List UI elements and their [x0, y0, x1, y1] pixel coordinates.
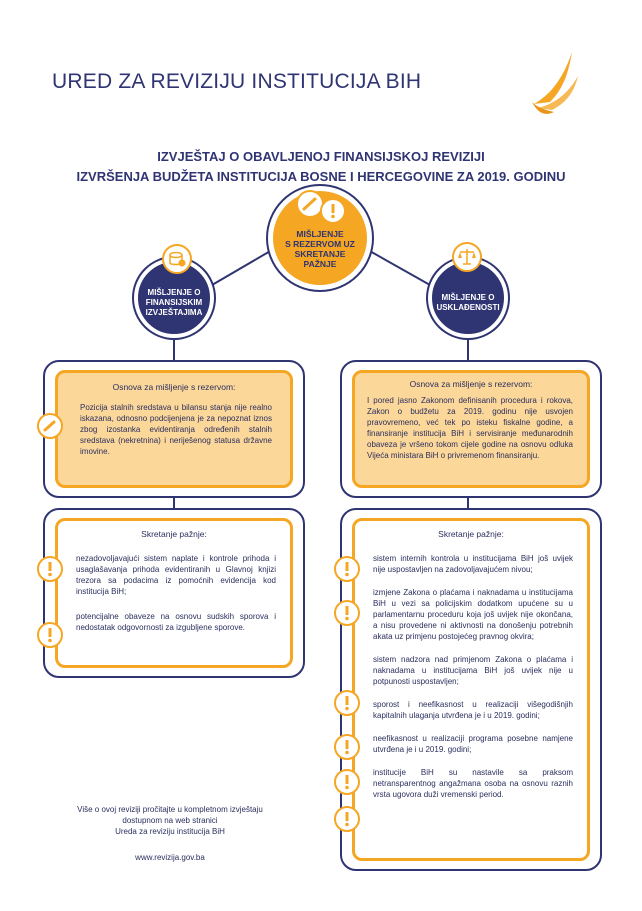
exclamation-icon [334, 600, 360, 626]
footer-line2: dostupnom na web stranici [122, 816, 218, 825]
footer-line1: Više o ovoj reviziji pročitajte u kompletnom izvještaju [77, 805, 263, 814]
left-basis-text: Pozicija stalnih sredstava u bilansu stanja nije realno iskazana, odnosno podcijenjena je za nepoznat iznos zbog izostanka evidentiranja određenih stalnih sredstava (nekretnina) i neriješenog statusa državne imovine. [80, 403, 272, 456]
opinion-compliance-line1: MIŠLJENJE O [441, 293, 495, 302]
right-basis-text: I pored jasno Zakonom definisanih procedura i rokova, Zakon o budžetu za 2019. godinu nije usvojen pravovremeno, već tek po isteku fiskalne godine, a finansiranje institucija BiH i servisiranje međunarodnih obaveza je vršeno tokom cijele godine na osnovu odluka Vijeća ministara BiH o privremenom finansiranju. [367, 396, 573, 460]
organization-title: URED ZA REVIZIJU INSTITUCIJA BIH [52, 70, 422, 93]
coins-icon [162, 244, 192, 274]
right-emphasis-title: Skretanje pažnje: [438, 529, 504, 539]
right-basis-box [352, 370, 590, 488]
right-basis-panel [340, 360, 602, 498]
exclamation-icon [320, 198, 346, 224]
left-emphasis-title: Skretanje pažnje: [141, 529, 207, 539]
exclamation-icon [37, 556, 63, 582]
left-basis-title: Osnova za mišljenje s rezervom: [112, 382, 236, 392]
footer-line3: Ureda za reviziju institucija BiH [115, 827, 225, 836]
scales-icon [452, 242, 482, 272]
pencil-icon [37, 413, 63, 439]
right-emphasis-item-2: izmjene Zakona o plaćama i naknadama u institucijama BiH u vezi sa policijskim dodatkom upućene su u parlamentarnu proceduru koja još uvijek nije okončana, a nisu provedene ni aktivnosti na donošenju potrebnih akata uz primjenu postojećeg pravnog okvira; [373, 588, 573, 641]
exclamation-icon [334, 734, 360, 760]
exclamation-icon [37, 622, 63, 648]
exclamation-icon [334, 690, 360, 716]
opinion-financial-line1: MIŠLJENJE O [147, 288, 201, 297]
right-emphasis-box [352, 518, 590, 861]
left-emphasis-item-2: potencijalne obaveze na osnovu sudskih sporova i nedostatak odgovornosti za izgubljene sporove. [76, 612, 276, 632]
exclamation-icon [334, 806, 360, 832]
footer-note [40, 804, 300, 837]
opinion-compliance-line2: USKLAĐENOSTI [436, 303, 500, 312]
left-basis-box [55, 370, 293, 488]
opinion-financial-line3: IZVJEŠTAJIMA [145, 308, 203, 317]
left-emphasis-item-1: nezadovoljavajući sistem naplate i kontrole prihoda i usaglašavanja prihoda evidentiranih u Glavnoj knjizi trezora sa podacima iz pomoćnih evidencija kod institucija BiH; [76, 554, 276, 596]
opinion-financial-line2: FINANSIJSKIM [145, 298, 203, 307]
opinion-qualified-line2: S REZERVOM UZ [285, 239, 355, 249]
left-emphasis-panel [43, 508, 305, 678]
right-emphasis-item-4: sporost i neefikasnost u realizaciji višegodišnjih kapitalnih ulaganja utvrđena je i u 2019. godini; [373, 700, 573, 720]
right-emphasis-item-1: sistem internih kontrola u institucijama BiH još uvijek nije uspostavljen na zadovoljavajućem nivou; [373, 554, 573, 574]
opinion-qualified-line4: PAŽNJE [303, 259, 337, 269]
right-emphasis-item-6: institucije BiH su nastavile sa praksom netransparentnog angažmana osoba na osnovu raznih vrsta ugovora duži vremenski period. [373, 768, 573, 799]
left-basis-panel [43, 360, 305, 498]
exclamation-icon [334, 556, 360, 582]
report-title-line1: IZVJEŠTAJ O OBAVLJENOJ FINANSIJSKOJ REVIZIJI [157, 149, 485, 164]
right-emphasis-panel [340, 508, 602, 871]
exclamation-icon [334, 769, 360, 795]
report-title-line2: IZVRŠENJA BUDŽETA INSTITUCIJA BOSNE I HERCEGOVINE ZA 2019. GODINU [76, 169, 566, 184]
right-basis-title: Osnova za mišljenje s rezervom: [409, 379, 533, 389]
left-emphasis-box [55, 518, 293, 668]
right-emphasis-item-5: neefikasnost u realizaciji programa posebne namjene utvrđena je i u 2019. godini; [373, 734, 573, 754]
website-link[interactable]: www.revizija.gov.ba [135, 853, 205, 862]
opinion-qualified-line1: MIŠLJENJE [296, 229, 344, 239]
right-emphasis-item-3: sistem nadzora nad primjenom Zakona o plaćama i naknadama u institucijama BiH još uvijek nije u potpunosti uspostavljen; [373, 655, 573, 686]
opinion-qualified-line3: SKRETANJE [294, 249, 346, 259]
